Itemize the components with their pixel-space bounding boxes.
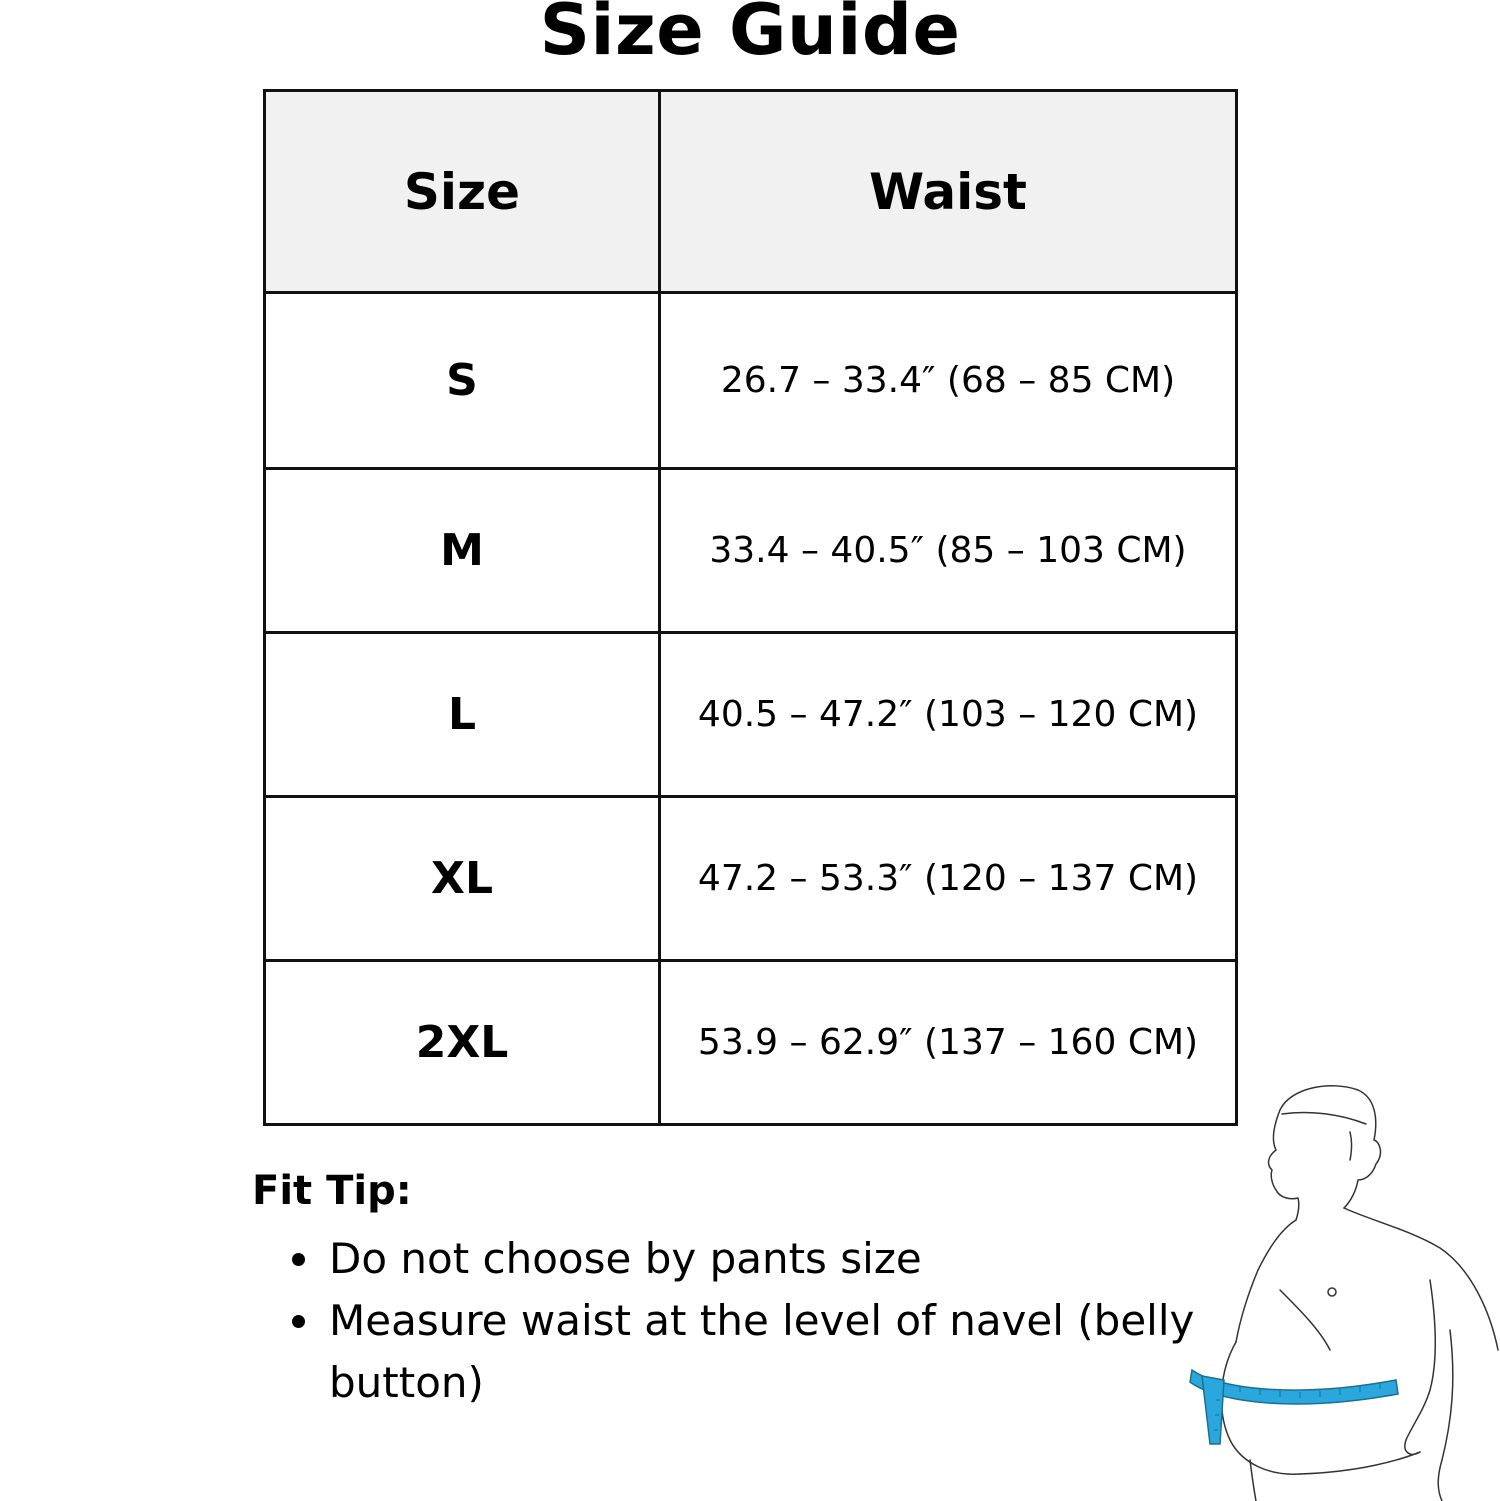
man-measuring-waist-icon <box>1180 1080 1500 1501</box>
list-item <box>286 1228 1266 1290</box>
size-cell: L <box>265 633 660 797</box>
waist-cell: 26.7 – 33.4″ (68 – 85 CM) <box>660 293 1237 469</box>
fit-tip-heading: Fit Tip: <box>252 1168 412 1214</box>
waist-cell: 47.2 – 53.3″ (120 – 137 CM) <box>660 797 1237 961</box>
measuring-tape-icon <box>1190 1370 1398 1444</box>
table-row <box>265 293 1237 469</box>
size-cell: XL <box>265 797 660 961</box>
size-cell: 2XL <box>265 961 660 1125</box>
table-row <box>265 961 1237 1125</box>
tip-text: Measure waist at the level of navel (belly button) <box>329 1296 1195 1407</box>
bullet-icon <box>292 1253 305 1266</box>
list-item <box>286 1290 1266 1414</box>
header-size: Size <box>265 91 660 293</box>
header-waist: Waist <box>660 91 1237 293</box>
table-header-row <box>265 91 1237 293</box>
waist-cell: 53.9 – 62.9″ (137 – 160 CM) <box>660 961 1237 1125</box>
bullet-icon <box>292 1315 305 1328</box>
table-row <box>265 633 1237 797</box>
tip-text: Do not choose by pants size <box>329 1234 922 1283</box>
fit-tip-list <box>286 1228 1266 1414</box>
size-cell: S <box>265 293 660 469</box>
waist-cell: 33.4 – 40.5″ (85 – 103 CM) <box>660 469 1237 633</box>
table-row <box>265 797 1237 961</box>
size-table <box>263 89 1238 1126</box>
page-title: Size Guide <box>539 0 961 71</box>
size-cell: M <box>265 469 660 633</box>
table-row <box>265 469 1237 633</box>
waist-cell: 40.5 – 47.2″ (103 – 120 CM) <box>660 633 1237 797</box>
